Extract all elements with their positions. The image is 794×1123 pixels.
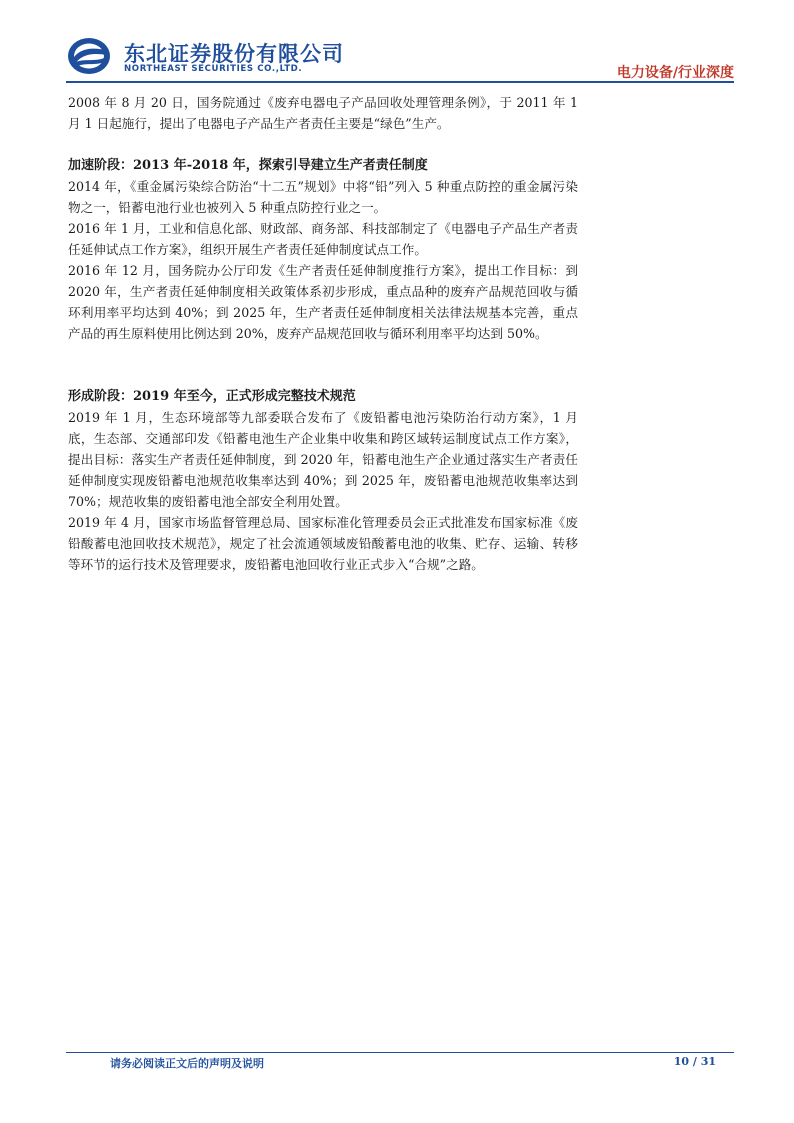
stage2-paragraph-2: 2016 年 1 月，工业和信息化部、财政部、商务部、科技部制定了《电器电子产品生产者责任延伸试点工作方案》，组织开展生产者责任延伸制度试点工作。 xyxy=(68,221,578,257)
main-content xyxy=(68,92,578,575)
stage3-paragraph-2: 2019 年 4 月，国家市场监督管理总局、国家标准化管理委员会正式批准发布国家标准《废铅酸蓄电池回收技术规范》，规定了社会流通领域废铅酸蓄电池的收集、贮存、运输、转移等环节的运行技术及管理要求，废铅蓄电池回收行业正式步入“合规”之路。 xyxy=(68,515,578,572)
company-name-cn: 东北证券股份有限公司 xyxy=(124,42,344,66)
stage2-paragraph-1: 2014 年，《重金属污染综合防治“十二五”规划》中将“铅”列入 5 种重点防控的重金属污染物之一，铅蓄电池行业也被列入 5 种重点防控行业之一。 xyxy=(68,179,578,215)
footer-divider xyxy=(66,1052,734,1053)
northeast-securities-logo-icon xyxy=(66,36,112,76)
page-header xyxy=(66,34,734,82)
report-category: 电力设备/行业深度 xyxy=(616,65,734,81)
stage3-paragraph-1: 2019 年 1 月，生态环境部等九部委联合发布了《废铅蓄电池污染防治行动方案》，1 月底，生态部、交通部印发《铅蓄电池生产企业集中收集和跨区域转运制度试点工作方案》，提出目标：落实生产者责任延伸制度，到 2020 年，铅蓄电池生产企业通过落实生产者责任延伸制度实现废铅蓄电池规范收集率达到 40%；到 2025 年，废铅蓄电池规范收集率达到 70%；规范收集的废铅蓄电池全部安全利用处置。 xyxy=(68,410,578,509)
header-divider xyxy=(66,81,734,83)
stage2-heading: 加速阶段：2013 年-2018 年，探索引导建立生产者责任制度 xyxy=(68,158,428,173)
stage3-heading: 形成阶段：2019 年至今，正式形成完整技术规范 xyxy=(68,389,356,404)
page-number: 10 / 31 xyxy=(673,1055,716,1068)
intro-paragraph: 2008 年 8 月 20 日，国务院通过《废弃电器电子产品回收处理管理条例》，于 2011 年 1 月 1 日起施行，提出了电器电子产品生产者责任主要是“绿色”生产。 xyxy=(68,95,578,131)
footer-disclaimer: 请务必阅读正文后的声明及说明 xyxy=(110,1057,264,1070)
stage2-paragraph-3: 2016 年 12 月，国务院办公厅印发《生产者责任延伸制度推行方案》，提出工作目标：到 2020 年，生产者责任延伸制度相关政策体系初步形成，重点品种的废弃产品规范回收与循环利用率平均达到 40%；到 2025 年，生产者责任延伸制度相关法律法规基本完善，重点产品的再生原料使用比例达到 20%，废弃产品规范回收与循环利用率平均达到 50%。 xyxy=(68,263,578,341)
company-name-en: NORTHEAST SECURITIES CO.,LTD. xyxy=(124,64,303,74)
